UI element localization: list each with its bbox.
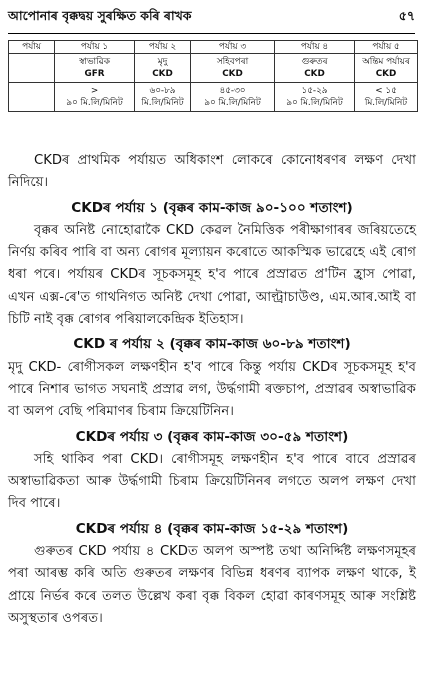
cell-line: ৯০ মি.লি/মিনিট [286, 98, 343, 108]
body-text [8, 150, 416, 630]
stage-3-paragraph: সহি থাকিব পৰা CKD। ৰোগীসমূহ লক্ষণহীন হ'ব পাৰে বাবে প্ৰস্ৰাৱৰ অস্বাভাৱিকতা আৰু উৰ্দ্ধগামী চিৰাম ক্ৰিয়েটিনিনৰ লগতে অলপ লক্ষণ দেখা দিব পাৰে। [8, 451, 416, 512]
cell-line: CKD [222, 69, 243, 79]
table-header-cell: পৰ্যায় ১ [55, 41, 135, 54]
table-cell [9, 83, 55, 112]
stage-4-paragraph: গুৰুতৰ CKD পৰ্যায় ৪ CKDত অলপ অস্পষ্ট তথা অনিৰ্দ্দিষ্ট লক্ষণসমূহৰ পৰা আৰম্ভ কৰি অতি গুৰুতৰ লক্ষণৰ বিভিন্ন ধৰণৰ ব্যাপক লক্ষণ থাকে, ই প্ৰায়ে নিৰ্ভৰ কৰে তলত উল্লেখ কৰা বৃক্ক বিকল হোৱা কাৰণসমূহ আৰু সংশ্লিষ্ট অসুস্থতাৰ ওপৰত। [8, 544, 416, 626]
cell-line: ৯০ মি.লি/মিনিট [66, 98, 123, 108]
stage-1-paragraph: বৃক্কৰ অনিষ্ট নোহোৱাকৈ CKD কেৱল নৈমিত্তিক পৰীক্ষাগাৰৰ জৰিয়তেহে নিৰ্ণয় কৰিব পাৰি বা অন্য ৰোগৰ মূল্যায়ন কৰোতে আকস্মিক ভাৱেহে এই ৰোগ ধৰা পৰে। পৰ্যায়ৰ CKDৰ সূচকসমূহ হ'ব পাৰে প্ৰস্ৰাৱত প্ৰ'টিন হ্ৰাস পোৱা, এখন এক্স-ৰে'ত গাথনিগত অনিষ্ট দেখা পোৱা, আল্ট্ৰাচাউণ্ড, এম.আৰ.আই বা চিটি নাই বৃক্ক ৰোগৰ পৰিয়ালকেন্দ্ৰিক ইতিহাস। [8, 222, 416, 328]
table-cell [275, 83, 355, 112]
table-row-stage-name [9, 54, 418, 83]
cell-line: মি.লি/মিনিট [364, 98, 408, 108]
cell-line: CKD [152, 69, 173, 79]
stage-2-heading: CKD ৰ পৰ্যায় ২ (বৃক্কৰ কাম-কাজ ৬০-৮৯ শতাংশ) [73, 336, 351, 353]
cell-line: CKD [375, 69, 397, 79]
cell-line: > [90, 86, 99, 96]
cell-line: ৯০ মি.লি/মিনিট [204, 98, 261, 108]
cell-line: < ১৫ [375, 86, 397, 96]
stage-1-heading: CKDৰ পৰ্যায় ১ (বৃক্কৰ কাম-কাজ ৯০-১০০ শতাংশ) [71, 199, 353, 216]
cell-line: অন্তিম পৰ্যায়ৰ [362, 57, 410, 67]
cell-line: CKD [304, 69, 325, 79]
table-cell [55, 54, 135, 83]
table-header-cell: পৰ্যায় ২ [135, 41, 191, 54]
header-rule [8, 33, 415, 34]
table-cell [191, 83, 275, 112]
stage-4-heading: CKDৰ পৰ্যায় ৪ (বৃক্কৰ কাম-কাজ ১৫-২৯ শতাংশ) [75, 520, 349, 537]
cell-line: GFR [84, 69, 105, 79]
cell-line: ৪৫-৩০ [219, 86, 246, 96]
table-header-cell: পৰ্যায় [9, 41, 55, 54]
table-header-cell: পৰ্যায় ৩ [191, 41, 275, 54]
cell-line: সহিবপৰা [216, 57, 249, 67]
ckd-stages-table [8, 40, 418, 112]
table-cell [191, 54, 275, 83]
table-cell [135, 83, 191, 112]
table-cell [55, 83, 135, 112]
cell-line: ১৫-২৯ [301, 86, 328, 96]
table-header-cell: পৰ্যায় ৫ [355, 41, 418, 54]
table-row-gfr [9, 83, 418, 112]
cell-line: মি.লি/মিনিট [141, 98, 184, 108]
table-cell [135, 54, 191, 83]
table-cell [355, 54, 418, 83]
table-cell [275, 54, 355, 83]
cell-line: গুৰুতৰ [301, 57, 328, 67]
cell-line: স্বাভাৱিক [79, 57, 110, 67]
stage-3-heading: CKDৰ পৰ্যায় ৩ (বৃক্কৰ কাম-কাজ ৩০-৫৯ শতাংশ) [75, 428, 349, 445]
table-cell [355, 83, 418, 112]
cell-line: মৃদু [157, 57, 168, 67]
running-title: আপোনাৰ বৃক্কদ্বয় সুৰক্ষিত কৰি ৰাখক [8, 8, 192, 23]
page-number: ৫৭ [398, 8, 415, 23]
table-header-cell: পৰ্যায় ৪ [275, 41, 355, 54]
intro-paragraph: CKDৰ প্ৰাথমিক পৰ্যায়ত অধিকাংশ লোকৰে কোনোধৰণৰ লক্ষণ দেখা নিদিয়ে। [8, 153, 416, 191]
running-header [8, 8, 415, 30]
table-cell [9, 54, 55, 83]
table-header-row [9, 41, 418, 54]
stage-2-paragraph: মৃদু CKD- ৰোগীসকল লক্ষণহীন হ'ব পাৰে কিন্তু পৰ্যায় CKDৰ সূচকসমূহ হ'ব পাৰে নিশাৰ ভাগত সঘনাই প্ৰস্ৰাৱ লগ, উৰ্দ্ধগামী ৰক্তচাপ, প্ৰস্ৰাৱৰ অস্বাভাৱিক বা অলপ বেছি পৰিমাণৰ চিৰাম ক্ৰিয়েটিনিন। [8, 359, 416, 420]
cell-line: ৬০-৮৯ [149, 86, 176, 96]
